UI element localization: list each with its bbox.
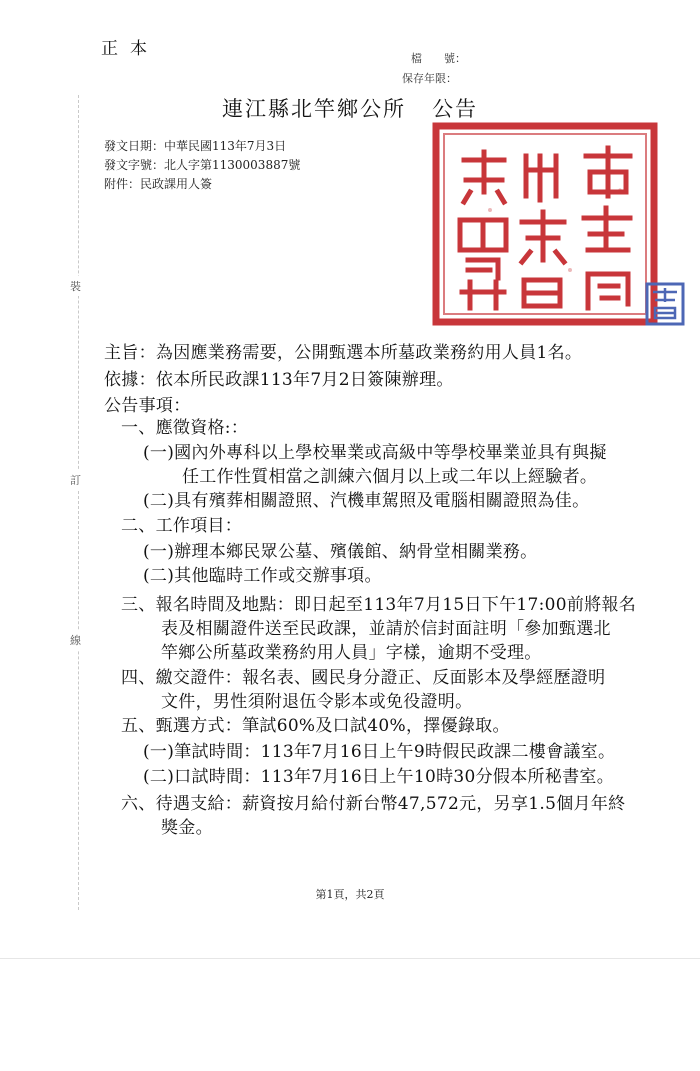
- binding-mark: 線: [70, 630, 81, 650]
- section-3-line-1: 三、報名時間及地點：即日起至113年7月15日下午17:00前將報名: [121, 595, 637, 615]
- section-1-item-2: (二)具有殯葬相關證照、汽機車駕照及電腦相關證照為佳。: [143, 491, 590, 511]
- section-1-item-1: (一)國內外專科以上學校畢業或高級中等學校畢業並具有與擬: [143, 443, 607, 463]
- binding-line: [78, 95, 79, 910]
- retention-period-label: 保存年限：: [402, 72, 457, 85]
- notice-heading: 公告事項：: [104, 396, 191, 416]
- page-number: 第1頁，共2頁: [315, 888, 385, 901]
- subject-line: 主旨：為因應業務需要，公開甄選本所墓政業務約用人員1名。: [104, 343, 583, 363]
- section-4-line-1: 四、繳交證件：報名表、國民身分證正、反面影本及學經歷證明: [121, 668, 606, 688]
- issuing-office: 連江縣北竿鄉公所: [222, 97, 406, 121]
- section-5-item-1: (一)筆試時間：113年7月16日上午9時假民政課二樓會議室。: [143, 742, 616, 762]
- official-seal: [430, 120, 660, 328]
- section-3-line-3: 竿鄉公所墓政業務約用人員」字樣，逾期不受理。: [161, 643, 542, 663]
- attachment: 附件：民政課用人簽: [104, 177, 213, 191]
- section-2-item-1: (一)辦理本鄉民眾公墓、殯儀館、納骨堂相關業務。: [143, 542, 538, 562]
- file-number-label: 檔 號：: [411, 52, 466, 65]
- section-5-title: 五、甄選方式：筆試60%及口試40%，擇優錄取。: [121, 716, 510, 736]
- section-1-item-1-cont: 任工作性質相當之訓練六個月以上或二年以上經驗者。: [182, 467, 598, 487]
- section-6-line-1: 六、待遇支給：薪資按月給付新台幣47,572元，另享1.5個月年終: [121, 794, 626, 814]
- personal-seal: [645, 282, 685, 326]
- binding-mark: 裝: [70, 276, 81, 296]
- section-2-title: 二、工作項目：: [121, 516, 243, 536]
- copy-type-label: 正本: [101, 39, 159, 59]
- section-5-item-2: (二)口試時間：113年7月16日上午10時30分假本所秘書室。: [143, 767, 615, 787]
- document-type: 公告: [432, 97, 478, 121]
- basis-line: 依據：依本所民政課113年7月2日簽陳辦理。: [104, 370, 454, 390]
- section-6-line-2: 獎金。: [161, 818, 213, 838]
- page-bottom-edge: [0, 958, 700, 959]
- section-1-title: 一、應徵資格:：: [121, 418, 249, 438]
- binding-mark: 訂: [70, 470, 81, 490]
- section-2-item-2: (二)其他臨時工作或交辦事項。: [143, 566, 382, 586]
- section-4-line-2: 文件，男性須附退伍令影本或免役證明。: [161, 692, 473, 712]
- document-number: 發文字號：北人字第1130003887號: [104, 158, 301, 172]
- section-3-line-2: 表及相關證件送至民政課，並請於信封面註明「參加甄選北: [161, 619, 611, 639]
- document-title: [0, 93, 700, 123]
- issue-date: 發文日期：中華民國113年7月3日: [104, 139, 287, 153]
